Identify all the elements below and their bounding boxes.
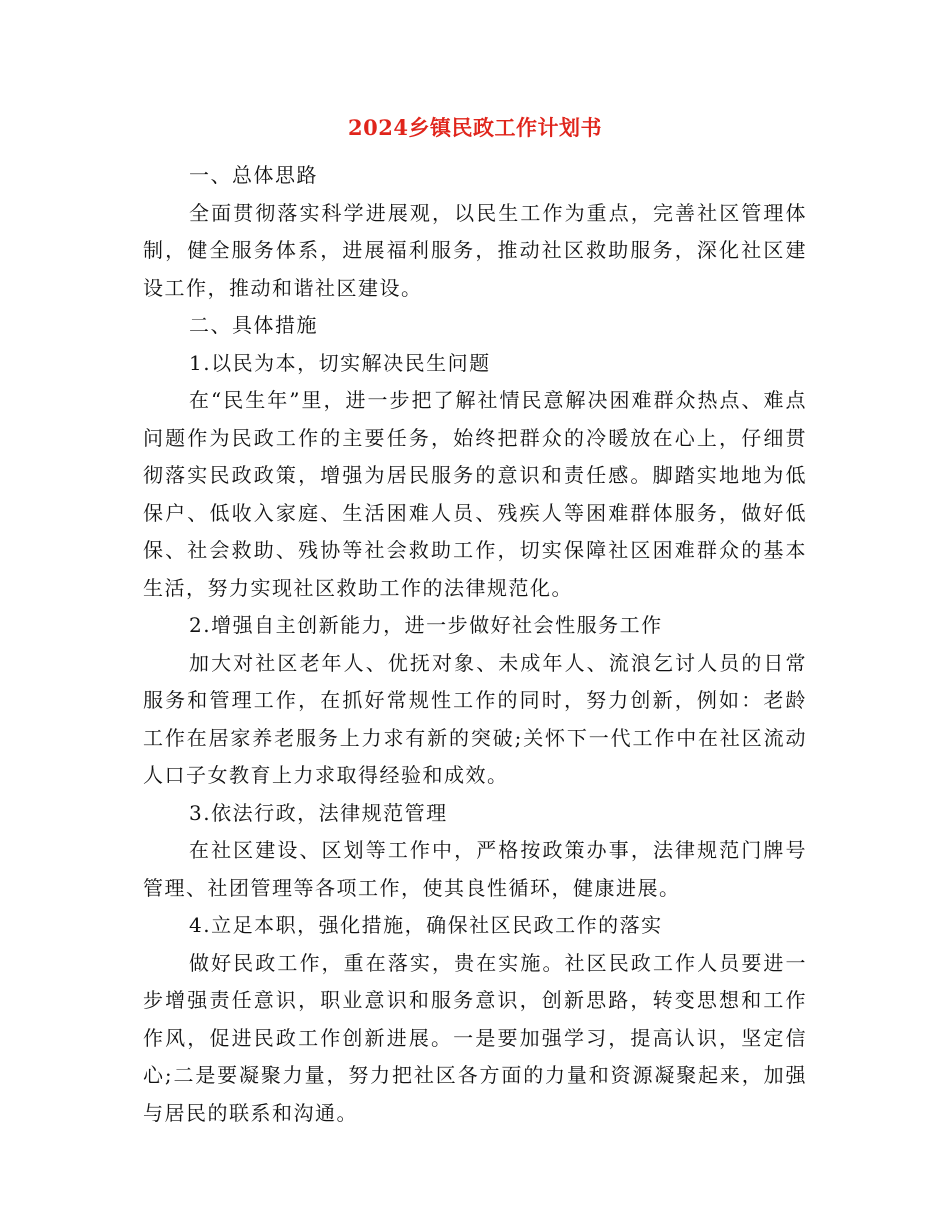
document-body [143,157,807,1132]
subheading-measure-4: 4.立足本职，强化措施，确保社区民政工作的落实 [189,913,663,937]
subheading-measure-3: 3.依法行政，法律规范管理 [189,800,448,825]
document-title: 2024乡镇民政工作计划书 [348,115,602,140]
paragraph-overall-approach: 全面贯彻落实科学进展观，以民生工作为重点，完善社区管理体制，健全服务体系，进展福利服务，推动社区救助服务，深化社区建设工作，推动和谐社区建设。 [143,200,807,300]
section-heading-overall-approach: 一、总体思路 [189,163,318,187]
subheading-measure-2: 2.增强自主创新能力，进一步做好社会性服务工作 [189,613,663,637]
paragraph-measure-2: 加大对社区老年人、优抚对象、未成年人、流浪乞讨人员的日常服务和管理工作，在抓好常规性工作的同时，努力创新，例如：老龄工作在居家养老服务上力求有新的突破;关怀下一代工作中在社区流动人口子女教育上力求取得经验和成效。 [143,650,807,787]
paragraph-measure-3: 在社区建设、区划等工作中，严格按政策办事，法律规范门牌号管理、社团管理等各项工作，使其良性循环，健康进展。 [143,838,807,900]
subheading-measure-1: 1.以民为本，切实解决民生问题 [189,350,491,375]
paragraph-measure-4: 做好民政工作，重在落实，贵在实施。社区民政工作人员要进一步增强责任意识，职业意识和服务意识，创新思路，转变思想和工作作风，促进民政工作创新进展。一是要加强学习，提高认识，坚定信心;二是要凝聚力量，努力把社区各方面的力量和资源凝聚起来，加强与居民的联系和沟通。 [143,950,807,1125]
section-heading-specific-measures: 二、具体措施 [189,313,318,337]
paragraph-measure-1: 在“民生年”里，进一步把了解社情民意解决困难群众热点、难点问题作为民政工作的主要任务，始终把群众的冷暖放在心上，仔细贯彻落实民政政策，增强为居民服务的意识和责任感。脚踏实地地为低保户、低收入家庭、生活困难人员、残疾人等困难群体服务，做好低保、社会救助、残协等社会救助工作，切实保障社区困难群众的基本生活，努力实现社区救助工作的法律规范化。 [143,388,807,600]
